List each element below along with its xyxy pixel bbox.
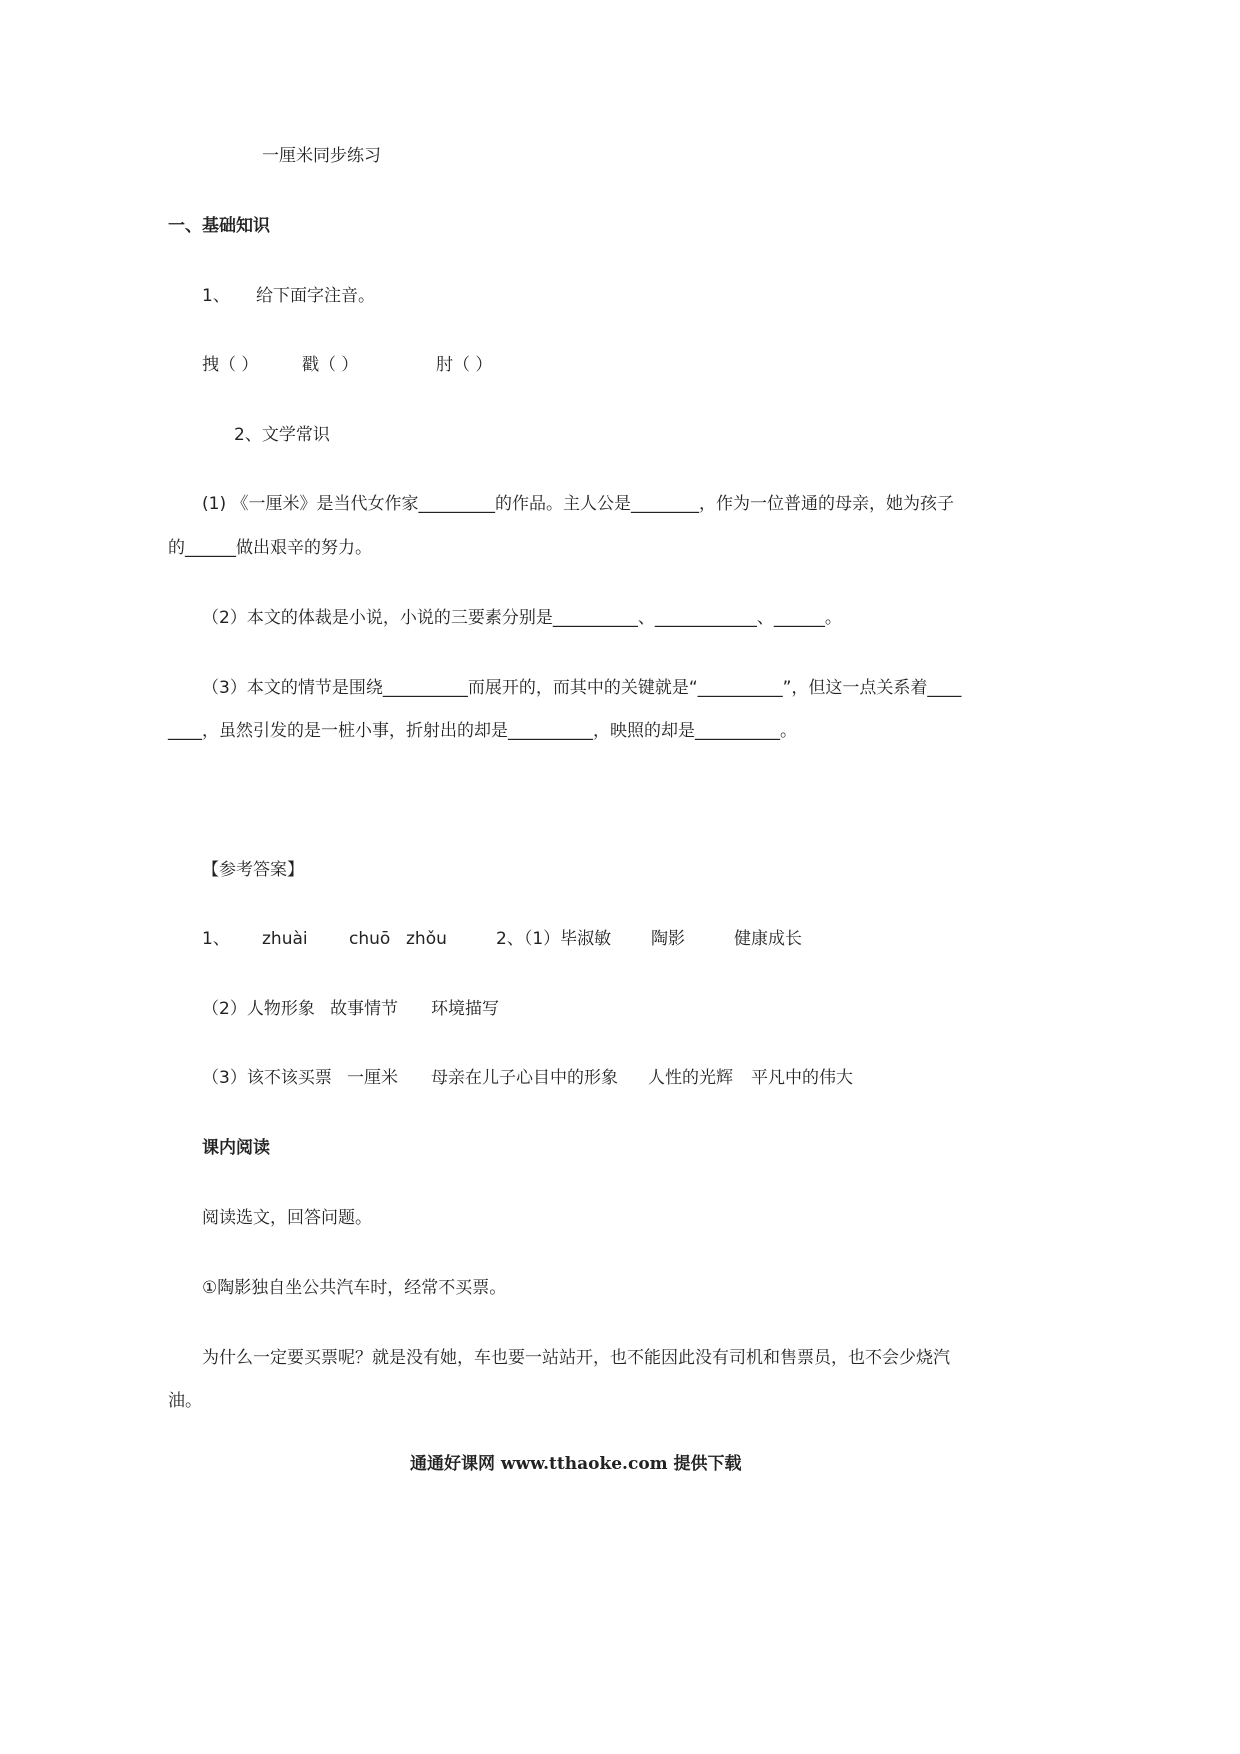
reading-instruction: 阅读选文，回答问题。 — [202, 1208, 372, 1228]
question-1-number: 1、 — [202, 286, 230, 306]
answer-2-2-a1: 故事情节 — [330, 999, 398, 1019]
question-2-2: （2）本文的体裁是小说，小说的三要素分别是__________、____________、______。 — [202, 608, 842, 628]
char-item-1: 拽（ ） — [202, 355, 259, 375]
answer-2-1-a3: 健康成长 — [734, 929, 802, 949]
answer-2-1-a2: 陶影 — [651, 929, 685, 949]
section-heading-basics: 一、基础知识 — [168, 216, 270, 236]
answer-2-3-a3: 人性的光辉 — [648, 1068, 733, 1088]
answer-2-3-label: （3）该不该买票 — [202, 1068, 332, 1088]
answer-pinyin-1: zhuài — [262, 929, 308, 949]
answer-2-2-a2: 环境描写 — [431, 999, 499, 1019]
answer-2-3-a2: 母亲在儿子心目中的形象 — [431, 1068, 618, 1088]
answer-pinyin-3: zhǒu — [406, 929, 447, 949]
reading-paragraph-2-line-1: 为什么一定要买票呢？就是没有她，车也要一站站开，也不能因此没有司机和售票员，也不会少烧汽 — [202, 1348, 950, 1368]
question-2-3-line-1: （3）本文的情节是围绕__________而展开的，而其中的关键就是“__________”，但这一点关系着____ — [202, 678, 962, 698]
question-1-text: 给下面字注音。 — [256, 286, 375, 306]
reading-paragraph-2-line-2: 油。 — [168, 1391, 202, 1411]
answer-pinyin-2: chuō — [349, 929, 391, 949]
question-2-3-line-2: ____，虽然引发的是一桩小事，折射出的却是__________，映照的却是__________。 — [168, 721, 797, 741]
answer-2-3-a4: 平凡中的伟大 — [751, 1068, 853, 1088]
char-item-3: 肘（ ） — [436, 355, 493, 375]
page-title: 一厘米同步练习 — [262, 146, 381, 166]
answer-1-number: 1、 — [202, 929, 230, 949]
answers-heading: 【参考答案】 — [202, 860, 304, 880]
question-2-1-line-2: 的______做出艰辛的努力。 — [168, 538, 372, 558]
answer-2-2-label: （2）人物形象 — [202, 999, 315, 1019]
question-2-1-line-1: (1) 《一厘米》是当代女作家_________的作品。主人公是________，作为一位普通的母亲，她为孩子 — [202, 494, 954, 514]
answer-2-3-a1: 一厘米 — [347, 1068, 398, 1088]
answer-2-1-label: 2、（1）毕淑敏 — [496, 929, 612, 949]
question-2-heading: 2、文学常识 — [234, 425, 330, 445]
reading-heading: 课内阅读 — [202, 1138, 270, 1158]
reading-paragraph-1: ①陶影独自坐公共汽车时，经常不买票。 — [202, 1278, 507, 1298]
footer-watermark: 通通好课网 www.tthaoke.com 提供下载 — [410, 1454, 742, 1474]
char-item-2: 戳（ ） — [302, 355, 359, 375]
